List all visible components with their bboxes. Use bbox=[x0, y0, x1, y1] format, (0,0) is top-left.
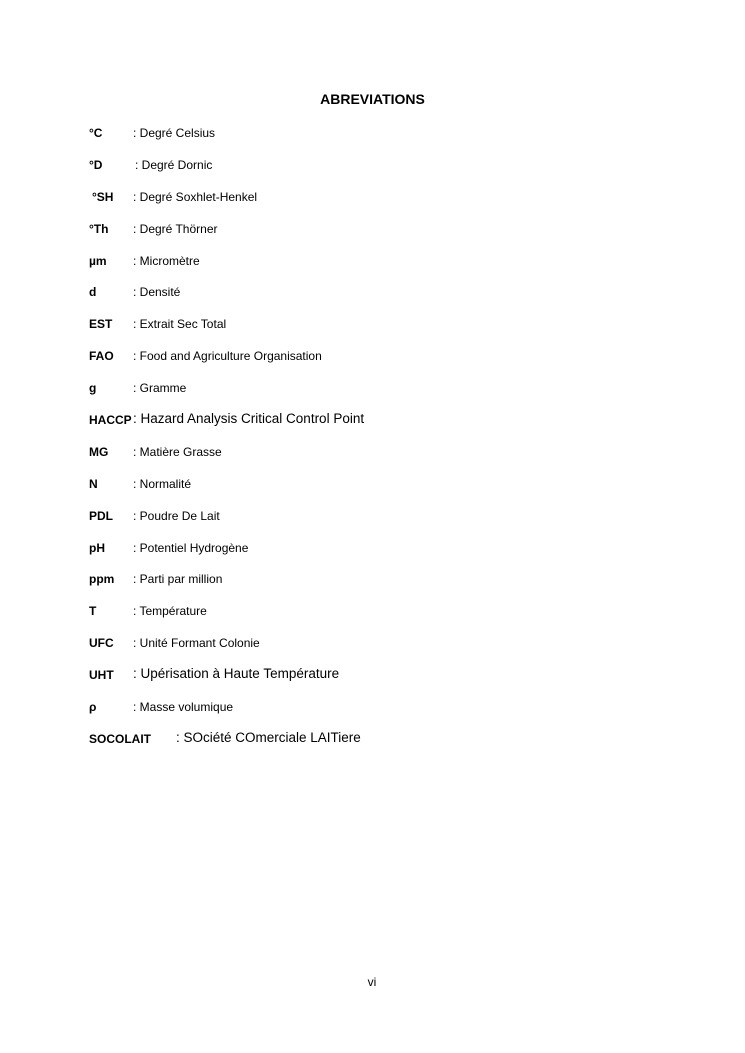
abbreviation-row bbox=[89, 635, 689, 667]
abbreviation-definition: : Gramme bbox=[133, 381, 187, 396]
abbreviation-definition: : Normalité bbox=[133, 476, 192, 491]
page-title-text: ABREVIATIONS bbox=[320, 91, 425, 107]
abbreviation-definition: : Poudre De Lait bbox=[133, 508, 220, 523]
abbreviation-term: °Th bbox=[89, 221, 109, 236]
abbreviation-term: UFC bbox=[89, 636, 114, 651]
abbreviation-term: °C bbox=[89, 126, 103, 140]
abbreviation-definition: : Masse volumique bbox=[133, 700, 234, 715]
abbreviation-term: ppm bbox=[89, 572, 115, 587]
abbreviation-term: g bbox=[89, 381, 97, 396]
abbreviation-definition: : Degré Dornic bbox=[135, 157, 213, 172]
abbreviation-row bbox=[89, 221, 689, 253]
abbreviation-definition: : Extrait Sec Total bbox=[133, 317, 227, 332]
abbreviation-term: EST bbox=[89, 317, 113, 332]
abbreviation-term: ρ bbox=[89, 700, 97, 715]
abbreviation-row bbox=[89, 444, 689, 476]
abbreviation-term: MG bbox=[89, 444, 109, 459]
abbreviation-term: °SH bbox=[92, 189, 114, 204]
abbreviation-term: HACCP bbox=[89, 413, 132, 428]
abbreviation-row bbox=[89, 412, 689, 444]
abbreviation-row bbox=[89, 189, 689, 221]
abbreviation-term: PDL bbox=[89, 508, 113, 523]
abbreviation-term: µm bbox=[89, 253, 107, 268]
abbreviation-row bbox=[89, 667, 689, 699]
abbreviation-term: T bbox=[89, 604, 97, 619]
abbreviation-row bbox=[89, 540, 689, 572]
abbreviation-row bbox=[89, 476, 689, 508]
abbreviation-row bbox=[89, 348, 689, 380]
abbreviation-row bbox=[89, 699, 689, 731]
abbreviation-term: FAO bbox=[89, 349, 114, 364]
page-number: vi bbox=[367, 975, 377, 989]
abbreviation-row bbox=[89, 284, 689, 316]
abbreviation-row bbox=[89, 731, 689, 763]
abbreviation-definition: : Degré Soxhlet-Henkel bbox=[133, 189, 258, 204]
abbreviation-row bbox=[89, 603, 689, 635]
abbreviation-definition: : Hazard Analysis Critical Control Point bbox=[133, 411, 365, 427]
abbreviation-term: pH bbox=[89, 540, 105, 555]
abbreviation-definition: : Upérisation à Haute Température bbox=[133, 666, 340, 682]
abbreviation-term: °D bbox=[89, 157, 103, 172]
abbreviation-definition: : Potentiel Hydrogène bbox=[133, 540, 249, 555]
abbreviation-row bbox=[89, 571, 689, 603]
abbreviation-term: UHT bbox=[89, 668, 114, 683]
abbreviation-row bbox=[89, 316, 689, 348]
abbreviation-definition: : Température bbox=[133, 604, 207, 619]
abbreviation-row bbox=[89, 253, 689, 285]
abbreviation-definition: : Degré Celsius bbox=[133, 126, 216, 140]
abbreviation-definition: : Matière Grasse bbox=[133, 444, 222, 459]
abbreviation-row bbox=[89, 508, 689, 540]
abbreviation-term: d bbox=[89, 285, 97, 300]
abbreviation-definition: : Micromètre bbox=[133, 253, 200, 268]
abbreviation-definition: : Parti par million bbox=[133, 572, 223, 587]
abbreviation-term: N bbox=[89, 476, 98, 491]
abbreviation-row bbox=[89, 157, 689, 189]
abbreviation-definition: : Degré Thörner bbox=[133, 221, 218, 236]
abbreviation-definition: : Food and Agriculture Organisation bbox=[133, 349, 322, 364]
page-title bbox=[0, 91, 745, 107]
abbreviation-list bbox=[89, 125, 689, 763]
abbreviation-definition: : Densité bbox=[133, 285, 181, 300]
abbreviation-row bbox=[89, 380, 689, 412]
abbreviation-row bbox=[89, 125, 689, 157]
abbreviation-term: SOCOLAIT bbox=[89, 731, 151, 746]
abbreviation-definition: : Unité Formant Colonie bbox=[133, 636, 260, 651]
abbreviation-definition: : SOciété COmerciale LAITiere bbox=[176, 729, 361, 745]
